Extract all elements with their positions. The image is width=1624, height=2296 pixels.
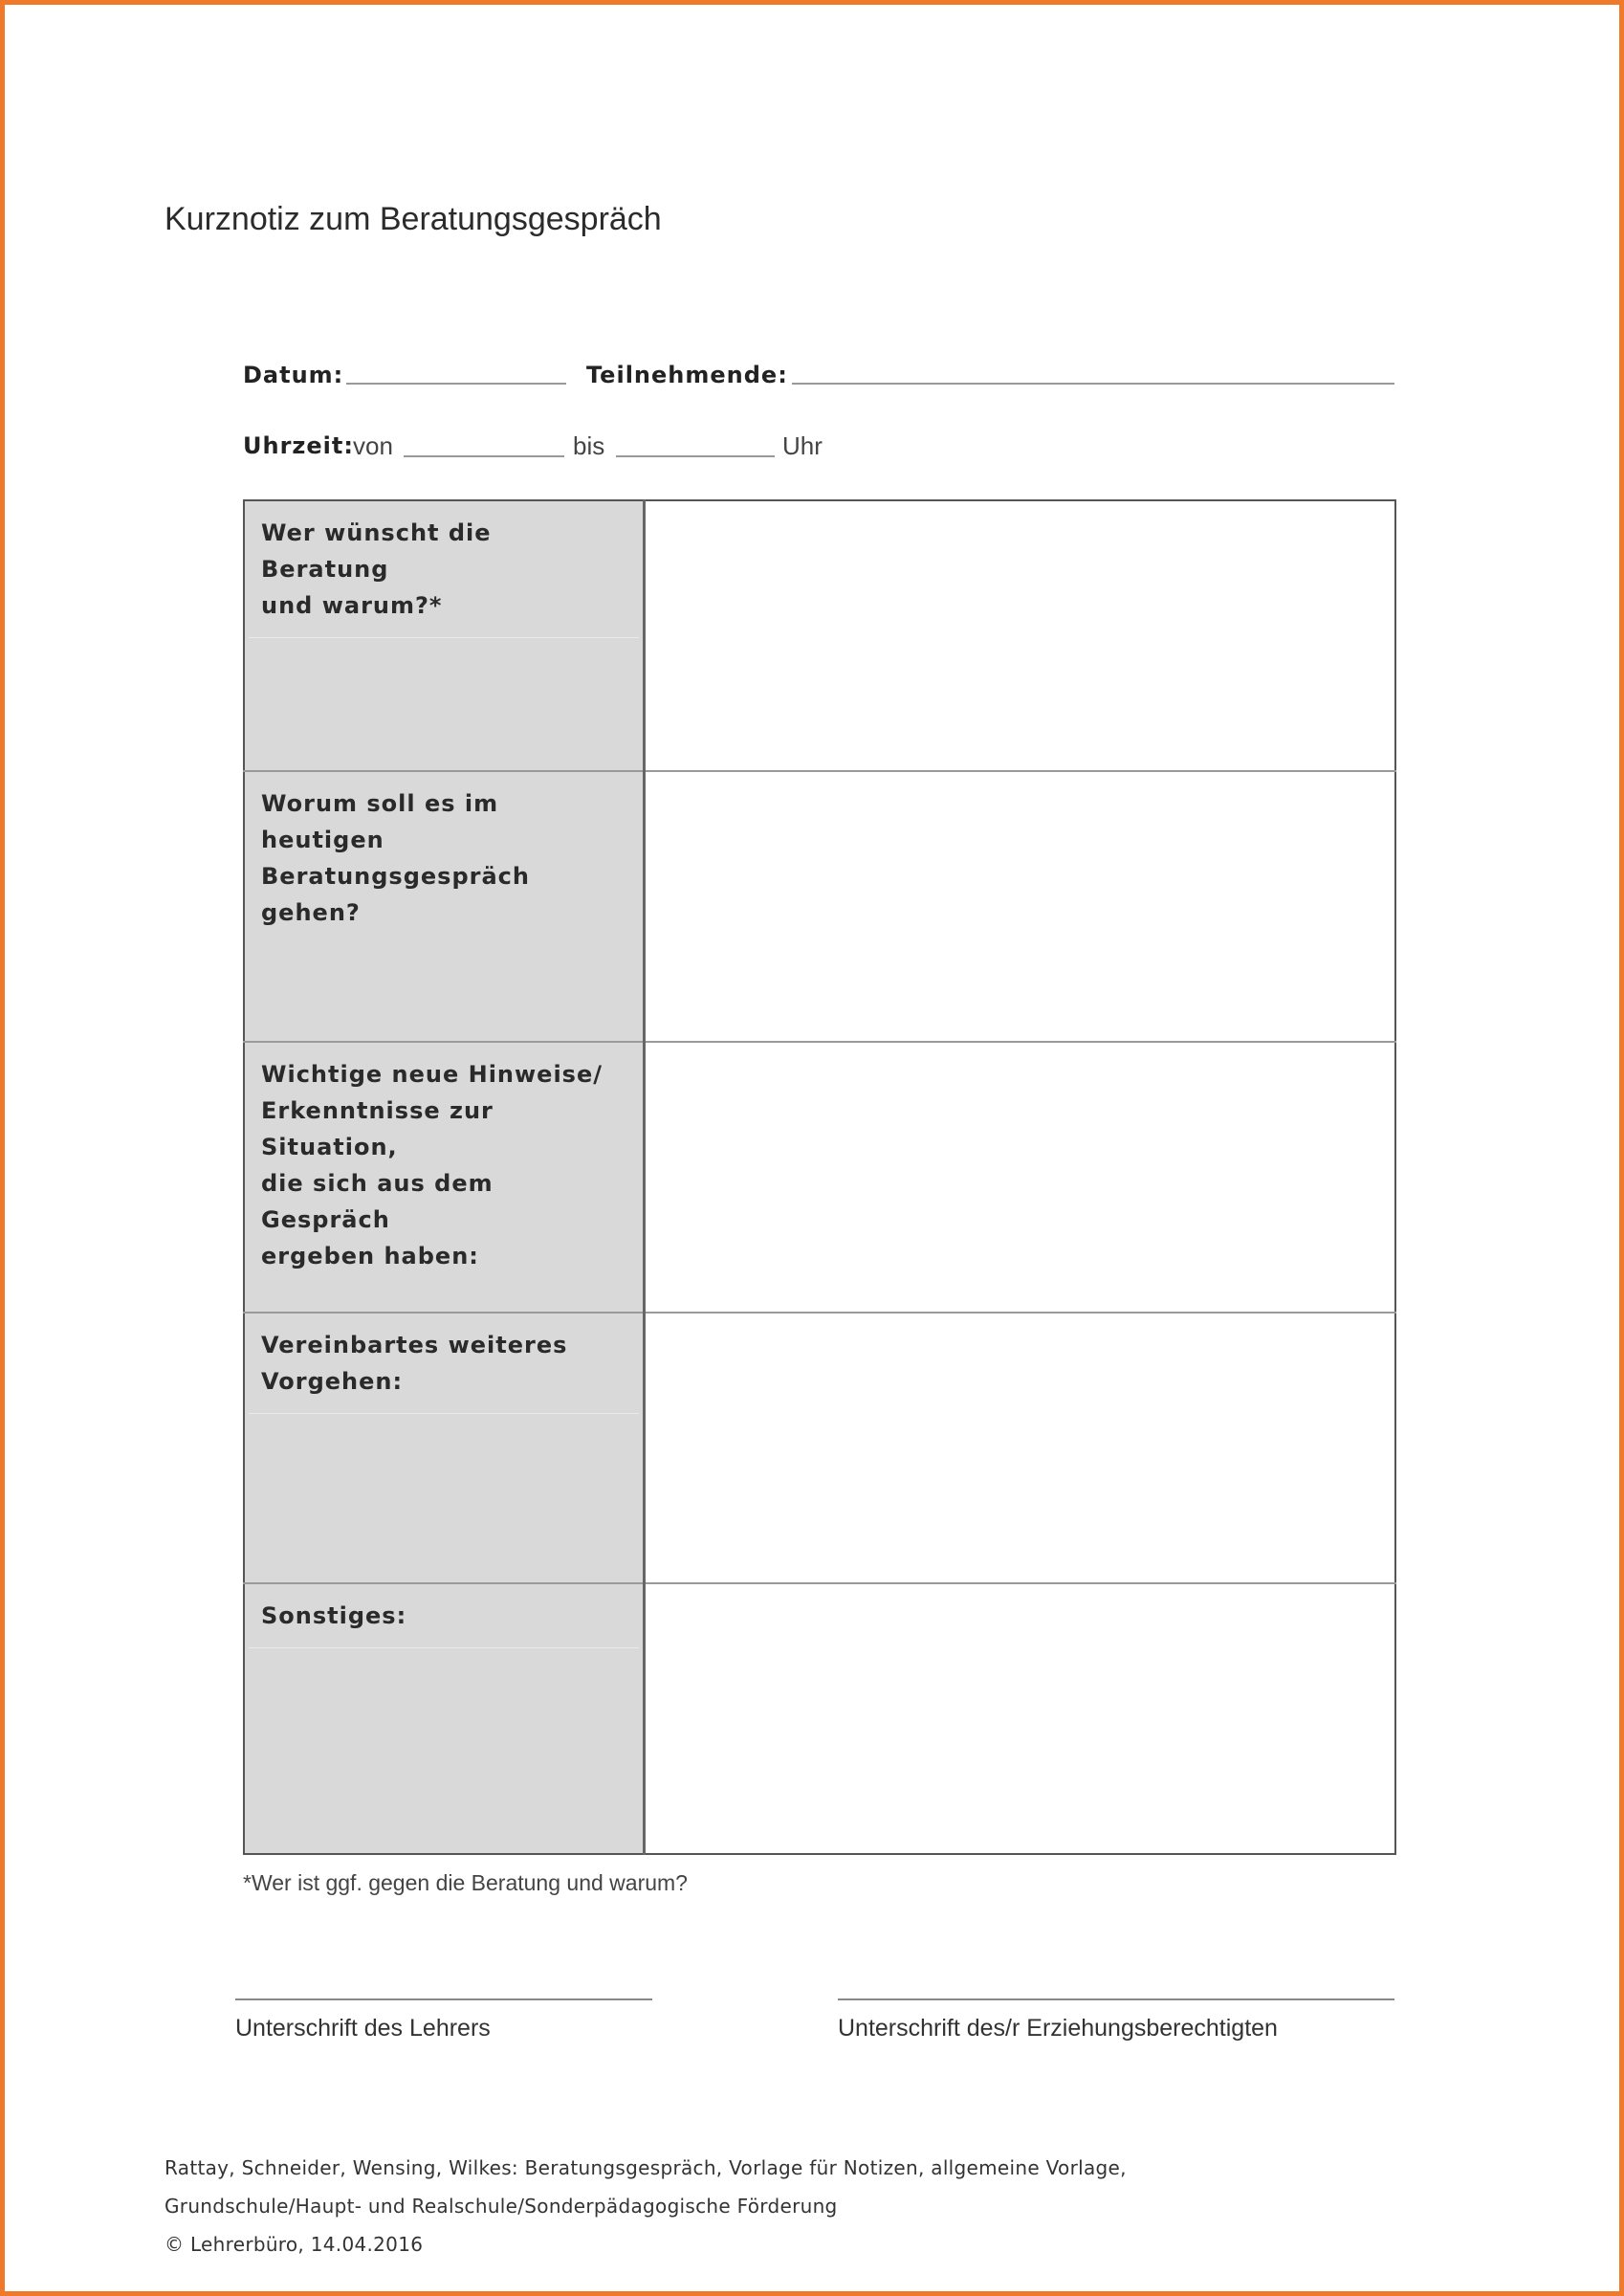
guardian-signature-line[interactable]	[838, 1998, 1394, 2000]
table-row	[244, 1313, 1395, 1583]
question-cell	[244, 500, 645, 771]
credits-line-2: Grundschule/Haupt- und Realschule/Sonderpädagogische Förderung	[165, 2195, 838, 2218]
teacher-signature-line[interactable]	[235, 1998, 652, 2000]
question-text: Wichtige neue Hinweise/ Erkenntnisse zur Situation, die sich aus dem Gespräch ergeben haben:	[261, 1061, 604, 1269]
teacher-signature-label: Unterschrift des Lehrers	[235, 2015, 491, 2042]
consultation-table	[243, 499, 1396, 1855]
question-cell	[244, 1042, 645, 1313]
table-row	[244, 1042, 1395, 1313]
question-text: Worum soll es im heutigen Beratungsgespräch gehen?	[261, 790, 530, 926]
end-time-field[interactable]	[616, 455, 775, 457]
datum-field[interactable]	[346, 383, 566, 385]
answer-cell[interactable]	[645, 500, 1396, 771]
answer-cell[interactable]	[645, 771, 1396, 1042]
question-cell	[244, 1313, 645, 1583]
question-text: Wer wünscht die Beratung und warum?*	[261, 519, 492, 619]
von-label: von	[353, 431, 393, 460]
start-time-field[interactable]	[404, 455, 564, 457]
answer-cell[interactable]	[645, 1313, 1396, 1583]
question-text: Sonstiges:	[261, 1602, 407, 1629]
footnote: *Wer ist ggf. gegen die Beratung und warum?	[243, 1870, 688, 1895]
divider	[249, 1647, 639, 1648]
answer-cell[interactable]	[645, 1583, 1396, 1854]
uhrzeit-label: Uhrzeit:	[243, 432, 354, 459]
teilnehmende-label: Teilnehmende:	[586, 362, 788, 388]
question-text: Vereinbartes weiteres Vorgehen:	[261, 1332, 568, 1395]
divider	[249, 1413, 639, 1414]
guardian-signature-label: Unterschrift des/r Erziehungsberechtigten	[838, 2015, 1278, 2042]
credits-line-1: Rattay, Schneider, Wensing, Wilkes: Beratungsgespräch, Vorlage für Notizen, allgemeine Vorlage,	[165, 2156, 1127, 2179]
teilnehmende-field[interactable]	[792, 383, 1394, 385]
table-row	[244, 771, 1395, 1042]
question-cell	[244, 771, 645, 1042]
table-row	[244, 500, 1395, 771]
question-cell	[244, 1583, 645, 1854]
datum-label: Datum:	[243, 362, 344, 388]
page-title: Kurznotiz zum Beratungsgespräch	[165, 201, 662, 237]
answer-cell[interactable]	[645, 1042, 1396, 1313]
uhr-label: Uhr	[782, 431, 823, 460]
divider	[249, 637, 639, 638]
bis-label: bis	[573, 431, 605, 460]
table-row	[244, 1583, 1395, 1854]
credits-line-3: © Lehrerbüro, 14.04.2016	[165, 2233, 424, 2256]
